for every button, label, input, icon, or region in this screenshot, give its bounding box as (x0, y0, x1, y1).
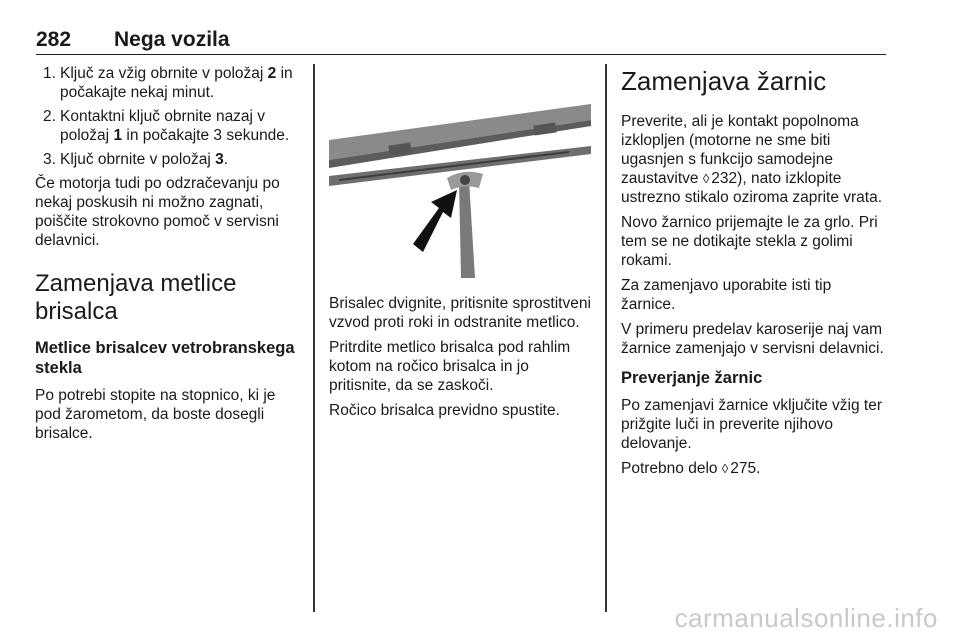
instruction-paragraph: Pritrdite metlico brisalca pod rahlim kotom na ročico brisalca in jo pritisnite, da se zaskoči. (329, 339, 571, 394)
page-reference-link[interactable]: 232 (711, 170, 738, 187)
bulb-paragraph: Za zamenjavo uporabite isti tip žarnice. (621, 277, 832, 313)
bulb-text: Preverite, ali je kontakt popolnoma izklopljen (motorne ne sme biti ugasnjen s funkcijo samodejne zaustavitve (621, 113, 859, 187)
step-position: 1 (113, 127, 123, 144)
list-item (35, 107, 299, 145)
column-divider (605, 64, 607, 612)
step-text-end: . (223, 151, 229, 168)
step-text-end: in počakajte 3 sekunde. (122, 127, 290, 144)
wiper-arm-illustration (329, 68, 591, 280)
steps-list (35, 64, 299, 169)
instruction-paragraph: Ročico brisalca previdno spustite. (329, 402, 560, 419)
column-right (621, 64, 889, 484)
step-text: Ključ obrnite v položaj (60, 151, 216, 168)
step-position: 3 (215, 151, 224, 168)
bulb-heading: Zamenjava žarnic (621, 66, 827, 96)
step-number: 1. (43, 65, 56, 82)
step-position: 2 (267, 65, 277, 82)
column-left (35, 64, 299, 449)
bulb-paragraph (621, 112, 889, 207)
page-header (36, 14, 886, 55)
wiper-heading: Zamenjava metlice brisalca (35, 270, 237, 325)
bulb-paragraph: Novo žarnico prijemajte le za grlo. Pri tem se ne dotikajte stekla z golimi rokami. (621, 214, 878, 269)
bulb-paragraph (621, 459, 889, 478)
note-paragraph: Če motorja tudi po odzračevanju po nekaj poskusih ni možno zagnati, poiščite strokovno pomoč v servisni delavnici. (35, 175, 280, 249)
bulb-text-end: . (756, 460, 761, 477)
bulb-check-subheading: Preverjanje žarnic (621, 369, 763, 387)
page-reference-icon: ◊ (721, 461, 729, 476)
step-number: 2. (43, 108, 56, 125)
instruction-paragraph: Brisalec dvignite, pritisnite sprostitveni vzvod proti roki in odstranite metlico. (329, 295, 591, 331)
step-text: Ključ za vžig obrnite v položaj (60, 65, 268, 82)
column-divider (313, 64, 315, 612)
step-number: 3. (43, 151, 56, 168)
step-text: Kontaktni ključ obrnite nazaj v položaj (60, 108, 266, 144)
column-middle (329, 68, 591, 426)
bulb-text: Potrebno delo (621, 460, 722, 477)
bulb-paragraph: V primeru predelav karoserije naj vam žarnice zamenjajo v servisni delavnici. (621, 321, 884, 357)
page-number: 282 (36, 28, 72, 51)
list-item (35, 150, 299, 169)
bulb-paragraph: Po zamenjavi žarnice vključite vžig ter prižgite luči in preverite njihovo delovanje. (621, 397, 883, 452)
page-reference-link[interactable]: 275 (730, 460, 757, 477)
step-text-end: in počakajte nekaj minut. (60, 65, 293, 101)
section-title: Nega vozila (114, 28, 230, 51)
page-reference-icon: ◊ (702, 171, 710, 186)
wiper-body: Po potrebi stopite na stopnico, ki je pod žarometom, da boste dosegli brisalce. (35, 387, 276, 442)
wiper-subheading: Metlice brisalcev vetrobranskega stekla (35, 339, 295, 377)
bulb-text-end: ), nato izklopite ustrezno stikalo oziroma zaprite vrata. (621, 170, 883, 206)
list-item (35, 64, 299, 102)
watermark: carmanualsonline.info (674, 603, 938, 633)
